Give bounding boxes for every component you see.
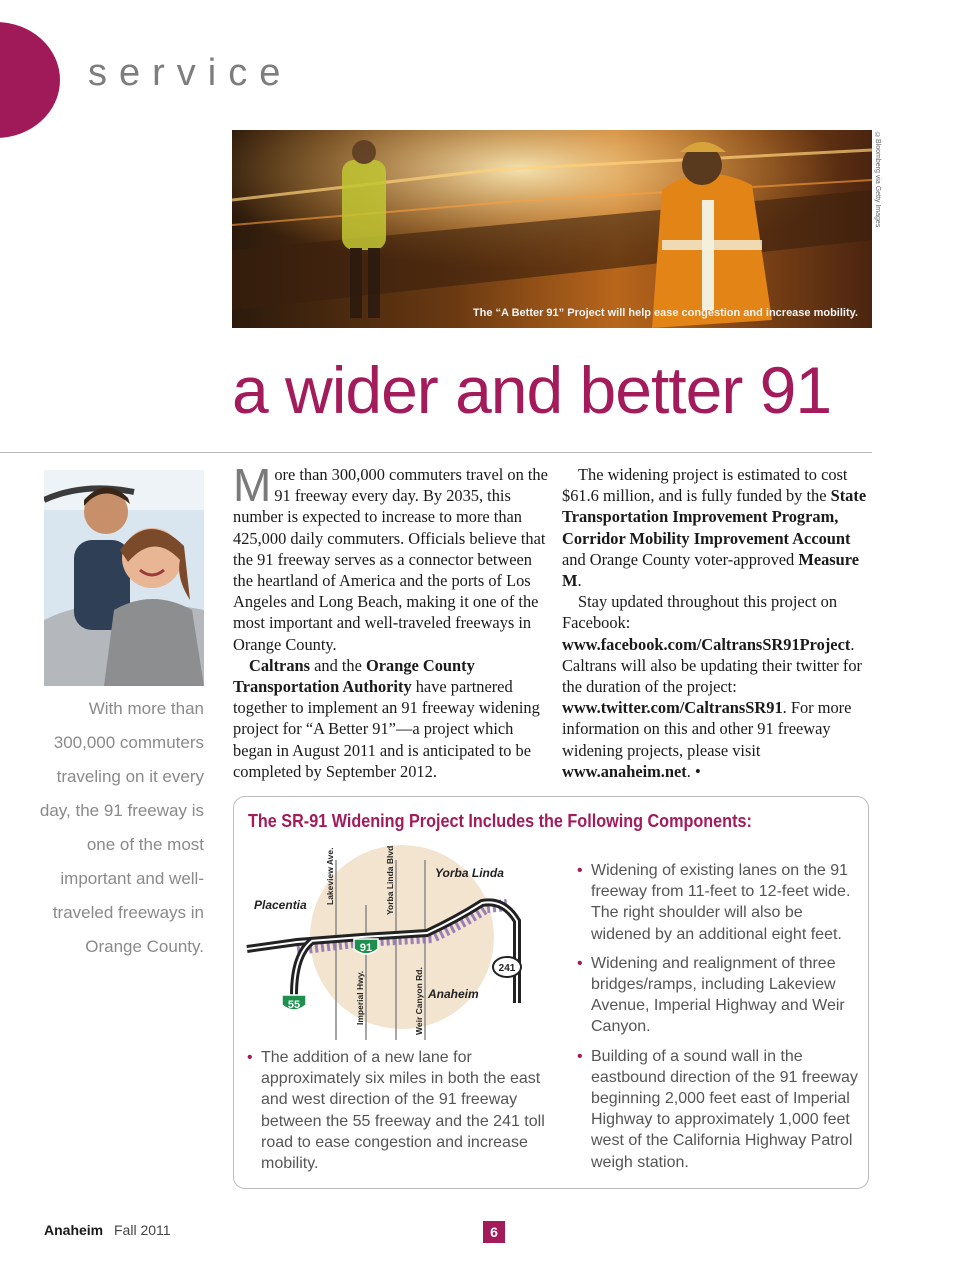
components-list-left [247,1047,547,1182]
shield-55 [282,995,306,1011]
article-text: . Caltrans will also be updating their twitter for the duration of the project: [562,634,862,697]
measure-m: Measure M [562,549,860,591]
shield-label-241: 241 [498,963,516,974]
pull-quote: With more than 300,000 commuters traveling on it every day, the 91 freeway is one of the most important and well-traveled freeways in Orange County. [39,699,204,956]
section-label: service [88,52,293,94]
component-item: • The addition of a new lane for approximately six miles in both the east and west direction of the 91 freeway between the 55 freeway and the 241 toll road to ease congestion and increase mobility. [247,1047,547,1174]
article-text: The widening project is estimated to cost $61.6 million, and is fully funded by the [562,465,848,506]
twitter-link[interactable]: www.twitter.com/CaltransSR91 [562,698,783,718]
article-text: and the [310,655,366,675]
article-paragraph-4 [562,591,874,782]
street-yorba-linda-blvd: Yorba Linda Blvd. [385,845,395,915]
component-item: • Widening of existing lanes on the 91 freeway from 11-feet to 12-feet wide. The right shoulder will also be widened by an additional eight feet. [577,860,862,945]
component-item: • Widening and realignment of three bridges/ramps, including Lakeview Avenue, Imperial Highway and Weir Canyon. [577,953,862,1038]
section-tab-disc [0,22,60,138]
footer-issue: Fall 2011 [114,1222,171,1238]
sidebar-photo-art [44,470,204,686]
shield-91 [354,939,378,954]
footer-brand: Anaheim [44,1222,104,1238]
hero-photo [232,130,872,328]
project-map-svg [242,845,560,1045]
hero-photo-art [232,130,872,328]
component-item: • Building of a sound wall in the eastbound direction of the 91 freeway beginning 2,000 feet east of Imperial Highway to approximately 1,000 feet west of the California Highway Patrol weigh station. [577,1046,862,1173]
article-text: have partnered together to implement an 91 freeway widening project for “A Better 91”—a project which began in August 2011 and is anticipated to be completed by September 2012. [233,677,540,781]
project-map [242,845,560,1045]
facebook-link[interactable]: www.facebook.com/CaltransSR91Project [562,634,851,654]
drop-cap: M [233,459,272,511]
placename-yorba-linda: Yorba Linda [435,866,504,880]
headline-divider [0,452,872,453]
article-text: . • [686,761,701,781]
article-text: . [577,571,582,591]
street-lakeview-ave: Lakeview Ave. [325,847,335,905]
article-column-right [562,464,874,782]
org-name-octa: Orange County Transportation Authority [233,655,475,697]
article-column-left [233,459,549,782]
funding-programs: State Transportation Improvement Program, Corridor Mobility Improvement Account [562,486,867,548]
street-weir-canyon-rd: Weir Canyon Rd. [414,967,424,1035]
placename-anaheim: Anaheim [428,987,479,1001]
anaheim-link[interactable]: www.anaheim.net [562,761,687,781]
components-title: The SR-91 Widening Project Includes the Following Components: [248,811,752,831]
headline: a wider and better 91 [232,353,832,427]
org-name-caltrans: Caltrans [249,655,311,675]
article-text: ore than 300,000 commuters travel on the 91 freeway every day. By 2035, this number is expected to increase to more than 425,000 daily commuters. Officials believe that the 91 freeway serves as a connector between the heartland of America and the ports of Los Angeles and Long Beach, making it one of the most important and well-traveled freeways in Orange County. [233,465,548,654]
article-paragraph-2 [233,655,549,782]
placename-placentia: Placentia [254,898,307,912]
street-imperial-hwy: Imperial Hwy. [355,970,365,1025]
article-paragraph-1 [233,459,549,655]
page-number: 6 [483,1221,505,1243]
shield-label-91: 91 [359,942,373,954]
components-list-right [577,860,862,1181]
article-paragraph-3 [562,464,874,591]
sidebar-photo [44,470,204,686]
hero-caption: The “A Better 91” Project will help ease congestion and increase mobility. [472,307,858,319]
photo-credit: ©Bloomberg via Getty Images [874,132,881,228]
article-text: . For more information on this and other 91 freeway widening projects, please visit [562,698,852,760]
article-text: and Orange County voter-approved [562,549,799,569]
shield-241 [493,957,521,977]
article-text: Stay updated throughout this project on Facebook: [562,592,838,633]
shield-label-55: 55 [287,999,301,1011]
